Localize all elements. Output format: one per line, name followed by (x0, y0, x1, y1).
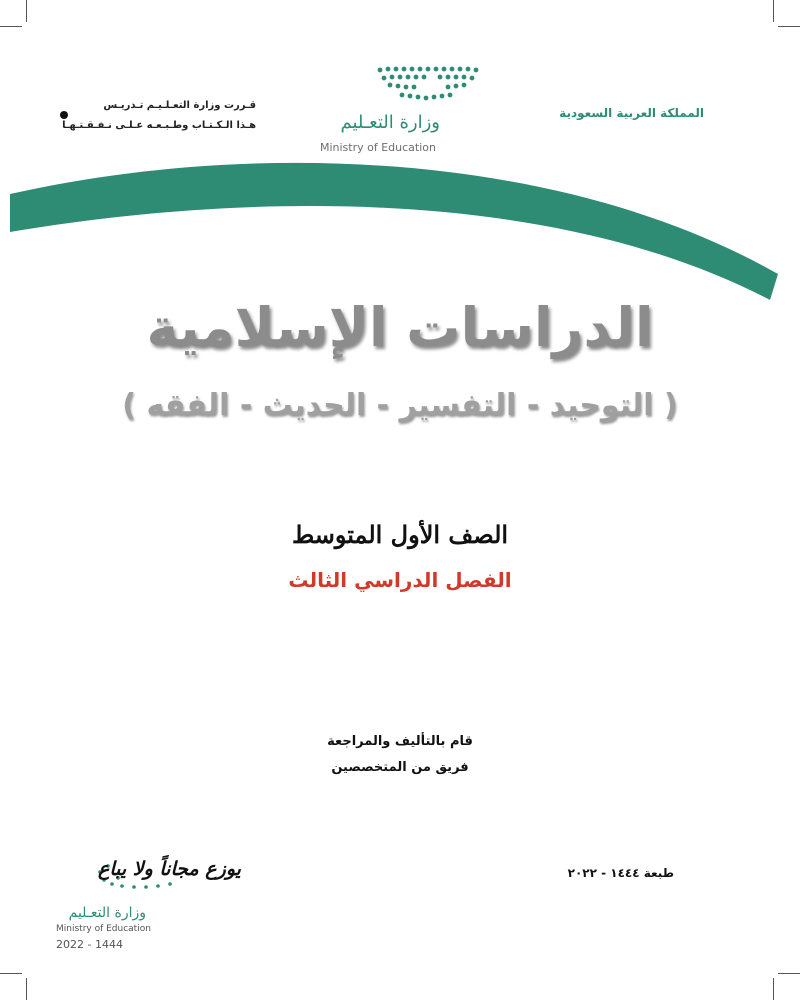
crop-mark (0, 973, 22, 974)
footer-ministry-english: Ministry of Education (56, 924, 151, 934)
crop-mark (773, 0, 774, 22)
kingdom-name: المملكة العربية السعودية (559, 106, 704, 120)
edition-text: طبعة ١٤٤٤ - ٢٠٢٢ (567, 866, 674, 880)
ministry-name-arabic: وزارة التعـليم (340, 112, 440, 133)
footer-ministry-arabic: وزارة التعـليم (68, 905, 146, 921)
decree-text (62, 96, 256, 136)
book-subtitle: ( التوحيد - التفسير - الحديث - الفقه ) (122, 388, 678, 423)
crop-mark (26, 0, 27, 22)
decorative-arc (0, 150, 800, 300)
crop-mark (0, 26, 22, 27)
bullet-icon (60, 111, 68, 119)
ministry-name-english: Ministry of Education (319, 141, 436, 154)
decree-line-1: قـررت وزارة التعـلـيـم تـدريـس (103, 100, 256, 111)
credits-line-1: قام بالتأليف والمراجعة (327, 734, 473, 749)
book-title: الدراسات الإسلامية (146, 296, 654, 359)
decree-line-2: هـذا الـكـتـاب وطـبـعـه عـلـى نـفـقـتـهـا (62, 120, 256, 131)
credits-line-2: فريق من المتخصصين (331, 760, 469, 775)
free-distribution-slogan: يوزع مجاناً ولا يباع (98, 858, 241, 880)
grade-level: الصف الأول المتوسط (291, 520, 509, 549)
crop-mark (778, 26, 800, 27)
footer-year: 2022 - 1444 (56, 938, 123, 951)
semester: الفصل الدراسي الثالث (288, 568, 512, 592)
crop-mark (773, 978, 774, 1000)
crop-mark (778, 973, 800, 974)
crop-mark (26, 978, 27, 1000)
